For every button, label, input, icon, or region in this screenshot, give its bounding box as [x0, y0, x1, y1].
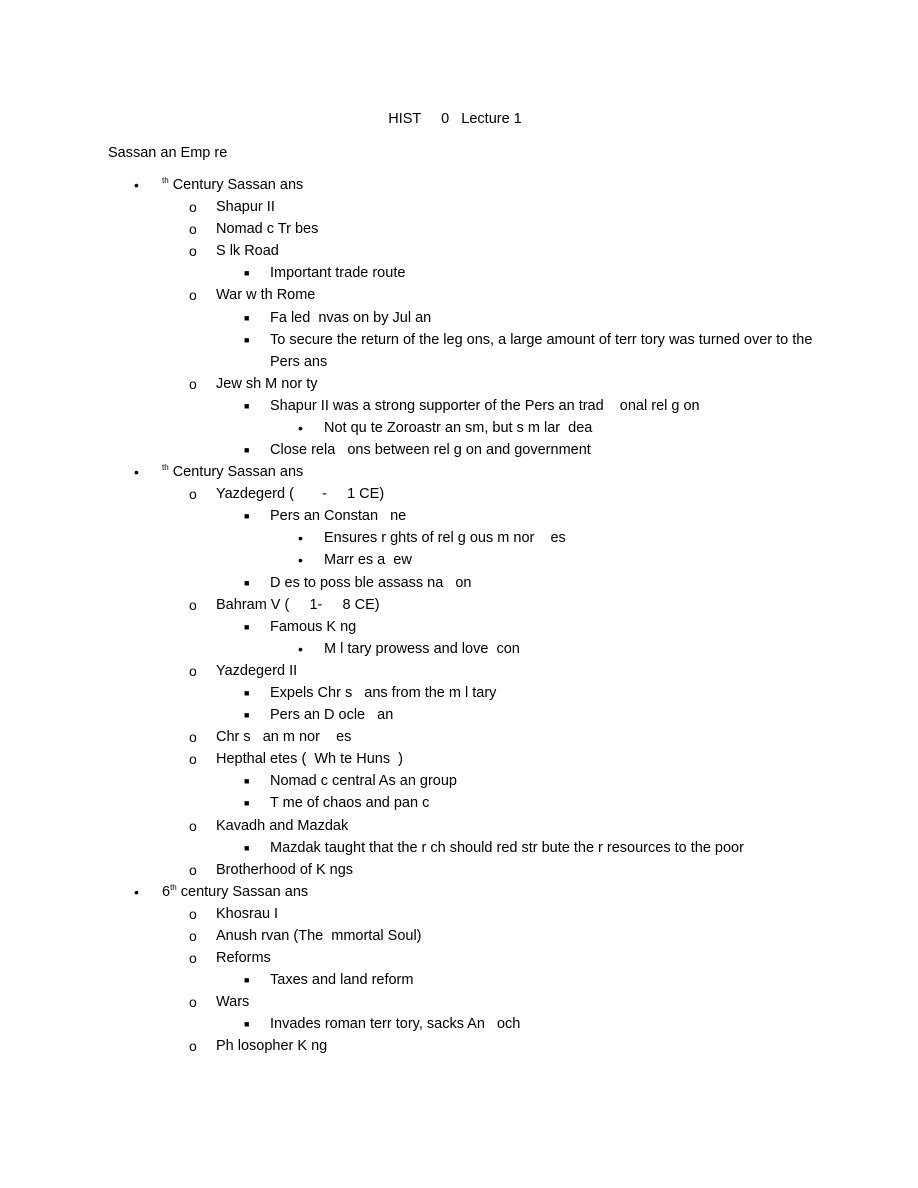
outline-item-text: [216, 196, 275, 218]
outline-list: [0, 174, 918, 1058]
bullet-marker: o: [189, 375, 197, 392]
outline-item-level-2: [0, 240, 918, 262]
outline-item-level-2: [0, 991, 918, 1013]
bullet-marker: o: [189, 994, 197, 1011]
outline-item-level-2: [0, 1035, 918, 1057]
ordinal-suffix: th: [162, 176, 169, 185]
ordinal-suffix: th: [170, 882, 177, 892]
outline-item-level-3: [0, 682, 918, 704]
outline-item-level-2: [0, 903, 918, 925]
bullet-marker: •: [298, 640, 303, 657]
bullet-marker: ■: [244, 710, 250, 721]
item-label: Famous K ng: [270, 618, 357, 635]
bullet-marker: ■: [244, 312, 250, 323]
outline-item-text: [162, 174, 303, 196]
outline-item-level-2: [0, 373, 918, 395]
outline-item-text: [216, 483, 384, 505]
bullet-marker: •: [298, 552, 303, 569]
bullet-marker: •: [298, 530, 303, 547]
outline-item-level-2: [0, 218, 918, 240]
outline-item-text: [270, 1013, 520, 1035]
bullet-marker: o: [189, 751, 197, 768]
item-label: Marr es a ew: [324, 552, 412, 569]
item-label: Yazdegerd II: [216, 662, 298, 679]
outline-item-level-3: [0, 837, 918, 859]
bullet-marker: •: [134, 177, 139, 193]
outline-item-text: [324, 527, 566, 549]
outline-item-text: [270, 572, 472, 594]
outline-item-text: [216, 726, 351, 748]
item-label: Close rela ons between rel g on and government: [270, 441, 591, 458]
outline-item-text: [270, 307, 431, 329]
outline-item-text: [270, 616, 356, 638]
outline-item-level-2: [0, 859, 918, 881]
item-label: S lk Road: [216, 243, 279, 260]
outline-item-level-1: [0, 881, 918, 903]
item-label: Anush rvan (The mmortal Soul): [216, 928, 422, 944]
bullet-marker: ■: [244, 975, 250, 986]
outline-item-text: [216, 903, 278, 925]
section-heading: Sassan an Emp re: [108, 145, 228, 161]
bullet-marker: o: [189, 243, 197, 260]
outline-item-level-4: [0, 527, 918, 549]
outline-item-text: [270, 682, 496, 704]
outline-item-text: [270, 770, 457, 792]
page-title: HIST 0 Lecture 1: [388, 111, 522, 127]
bullet-marker: ■: [244, 400, 250, 411]
outline-item-level-1: [0, 461, 918, 483]
item-label: Reforms: [216, 950, 271, 967]
outline-item-level-2: [0, 925, 918, 947]
outline-item-level-3: [0, 505, 918, 527]
outline-item-level-2: [0, 483, 918, 505]
item-label: Pers an Constan ne: [270, 508, 407, 525]
bullet-marker: ■: [244, 511, 250, 522]
outline-item-level-2: [0, 726, 918, 748]
outline-item-level-3: [0, 770, 918, 792]
outline-item-text: [216, 240, 279, 262]
outline-item-level-1: [0, 174, 918, 196]
bullet-marker: o: [189, 950, 197, 967]
bullet-marker: o: [189, 817, 197, 834]
bullet-marker: o: [189, 729, 197, 746]
item-label: Ph losopher K ng: [216, 1038, 328, 1055]
outline-item-level-2: [0, 660, 918, 682]
item-label: War w th Rome: [216, 287, 316, 304]
item-label: Jew sh M nor ty: [216, 375, 318, 392]
outline-item-text: [216, 594, 380, 616]
outline-item-text: [216, 373, 318, 395]
item-label: Mazdak taught that the r ch should red str bute the r resources to the poor: [270, 839, 744, 856]
ordinal-suffix: th: [162, 463, 169, 473]
bullet-marker: o: [189, 199, 197, 216]
outline-item-level-3: [0, 1013, 918, 1035]
outline-item-text: [270, 837, 744, 859]
item-label: Taxes and land reform: [270, 972, 414, 989]
item-label: D es to poss ble assass na on: [270, 574, 472, 591]
item-label: Wars: [216, 994, 250, 1011]
outline-item-text: [270, 792, 429, 814]
outline-item-text: [216, 947, 271, 969]
item-label: Century Sassan ans: [168, 177, 304, 193]
item-label: Century Sassan ans: [168, 464, 304, 481]
outline-item-text: [216, 815, 348, 837]
item-label: Ensures r ghts of rel g ous m nor es: [324, 530, 566, 547]
outline-item-level-2: [0, 815, 918, 837]
outline-item-level-4: [0, 417, 918, 439]
bullet-marker: •: [134, 464, 139, 481]
bullet-marker: o: [189, 928, 197, 944]
outline-item-text: [216, 284, 315, 306]
outline-item-text: [216, 660, 297, 682]
item-label: Shapur II: [216, 199, 275, 216]
outline-item-text: [216, 1035, 327, 1057]
outline-item-text: [216, 218, 318, 240]
outline-item-text: [324, 417, 592, 439]
item-label: Important trade route: [270, 265, 406, 282]
bullet-marker: ■: [244, 334, 250, 345]
outline-item-level-2: [0, 594, 918, 616]
item-label: century Sassan ans: [176, 883, 309, 900]
bullet-marker: o: [189, 221, 197, 238]
bullet-marker: •: [298, 419, 303, 436]
item-label: Invades roman terr tory, sacks An och: [270, 1016, 521, 1033]
outline-item-text: [216, 991, 249, 1013]
item-label: Not qu te Zoroastr an sm, but s m lar dea: [324, 419, 593, 436]
outline-item-text: [270, 439, 591, 461]
outline-item-text: [270, 329, 815, 373]
item-label: To secure the return of the leg ons, a large amount of terr tory was turned over to the Pers ans: [270, 331, 817, 370]
bullet-marker: o: [189, 1038, 197, 1055]
outline-item-text: [216, 748, 403, 770]
item-label: Bahram V ( 1- 8 CE): [216, 596, 380, 613]
bullet-marker: ■: [244, 621, 250, 632]
outline-item-level-3: [0, 329, 918, 373]
item-label: T me of chaos and pan c: [270, 795, 430, 812]
item-label: Pers an D ocle an: [270, 707, 394, 724]
outline-item-level-4: [0, 549, 918, 571]
bullet-marker: ■: [244, 1019, 250, 1030]
bullet-marker: o: [189, 861, 197, 878]
outline-item-level-3: [0, 262, 918, 284]
outline-item-text: [270, 395, 700, 417]
outline-item-level-2: [0, 284, 918, 306]
bullet-marker: ■: [244, 444, 250, 455]
outline-item-level-2: [0, 748, 918, 770]
item-label: Fa led nvas on by Jul an: [270, 309, 432, 326]
bullet-marker: ■: [244, 798, 250, 809]
bullet-marker: o: [189, 905, 197, 922]
bullet-marker: ■: [244, 776, 250, 787]
outline-item-text: [162, 461, 303, 483]
outline-item-level-3: [0, 439, 918, 461]
outline-item-level-3: [0, 307, 918, 329]
item-label: Khosrau I: [216, 905, 279, 922]
item-label: Chr s an m nor es: [216, 729, 352, 746]
outline-item-text: [216, 925, 422, 947]
outline-item-level-3: [0, 792, 918, 814]
outline-item-level-3: [0, 704, 918, 726]
ordinal-number: 6: [162, 883, 171, 900]
bullet-marker: •: [134, 883, 139, 900]
outline-item-text: [270, 704, 393, 726]
outline-item-level-3: [0, 572, 918, 594]
outline-item-text: [270, 969, 413, 991]
outline-item-level-3: [0, 969, 918, 991]
outline-item-text: [324, 549, 412, 571]
bullet-marker: o: [189, 662, 197, 679]
bullet-marker: ■: [244, 842, 250, 853]
item-label: M l tary prowess and love con: [324, 640, 520, 657]
outline-item-text: [270, 262, 405, 284]
bullet-marker: ■: [244, 687, 250, 698]
item-label: Expels Chr s ans from the m l tary: [270, 684, 497, 701]
item-label: Brotherhood of K ngs: [216, 861, 354, 878]
bullet-marker: ■: [244, 268, 250, 279]
bullet-marker: o: [189, 486, 197, 503]
outline-item-text: [270, 505, 406, 527]
item-label: Nomad c Tr bes: [216, 221, 319, 238]
outline-item-text: [324, 638, 520, 660]
outline-item-text: [162, 881, 308, 903]
outline-item-level-4: [0, 638, 918, 660]
item-label: Hepthal etes ( Wh te Huns ): [216, 751, 403, 768]
item-label: Yazdegerd ( - 1 CE): [216, 486, 385, 503]
bullet-marker: ■: [244, 577, 250, 588]
item-label: Shapur II was a strong supporter of the Pers an trad onal rel g on: [270, 397, 700, 414]
outline-item-level-3: [0, 395, 918, 417]
bullet-marker: o: [189, 287, 197, 304]
bullet-marker: o: [189, 596, 197, 613]
outline-item-level-2: [0, 196, 918, 218]
outline-item-level-3: [0, 616, 918, 638]
item-label: Kavadh and Mazdak: [216, 817, 349, 834]
outline-item-level-2: [0, 947, 918, 969]
item-label: Nomad c central As an group: [270, 773, 457, 790]
outline-item-text: [216, 859, 353, 881]
